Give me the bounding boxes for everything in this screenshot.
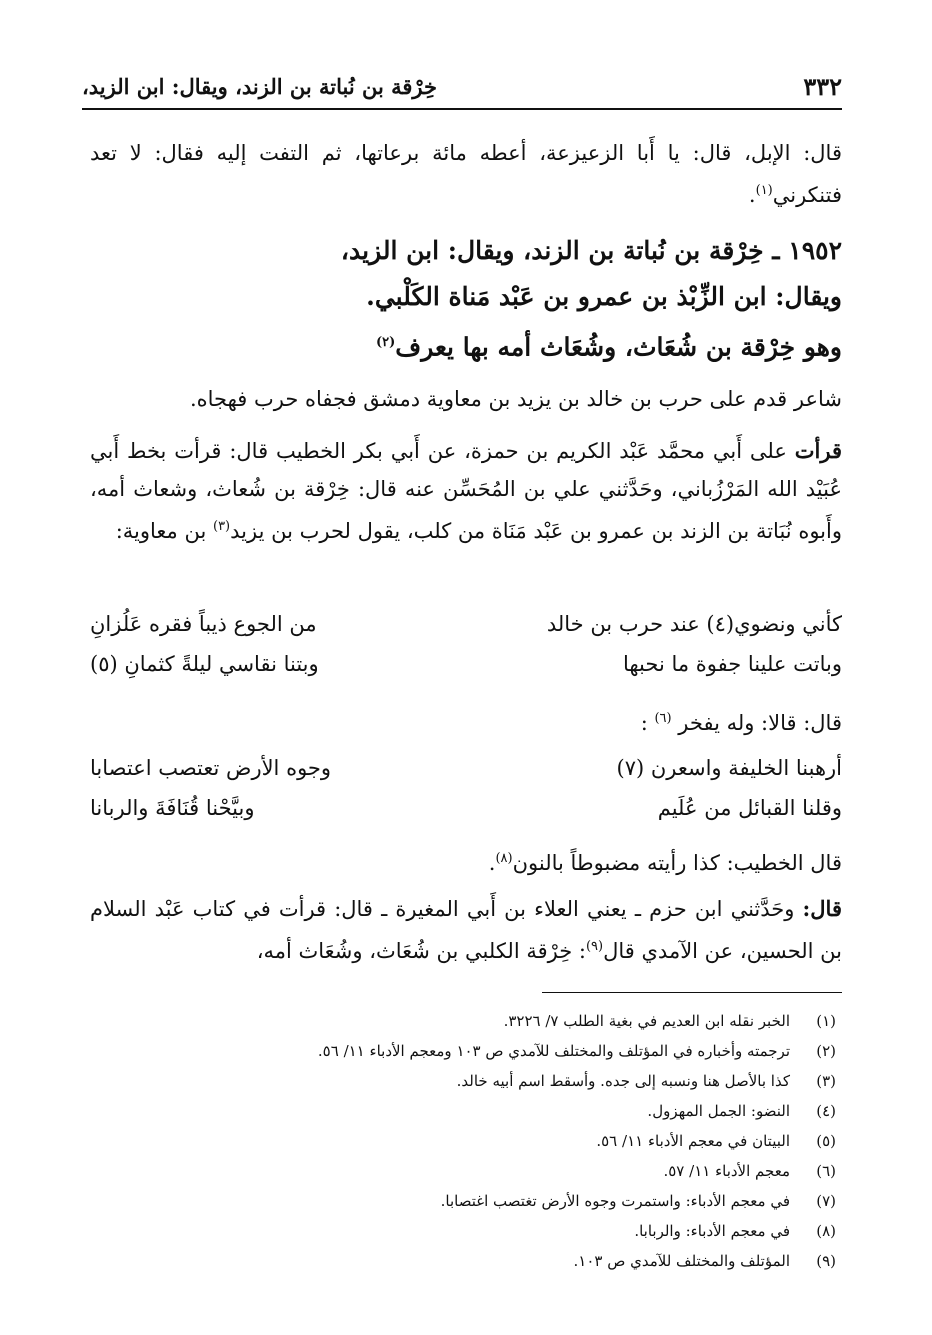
footnote-number: (٥) [816, 1132, 836, 1150]
footnote-divider [542, 992, 842, 993]
footnote-item [90, 1246, 836, 1276]
footnote-text: النضو: الجمل المهزول. [647, 1102, 790, 1120]
poem-1-verse [90, 644, 842, 684]
poem-2-verse [90, 788, 842, 828]
footnote-text: الخبر نقله ابن العديم في بغية الطلب ٧/ ٣٢٢٦. [503, 1012, 790, 1030]
footnotes [90, 1006, 836, 1276]
footnote-item [90, 1066, 836, 1096]
paragraph-4 [90, 700, 842, 742]
paragraph-6-text-b: : خِرْقة الكلبي بن شُعَاث، وشُعَاث أمه، [256, 939, 586, 963]
footnote-text: ترجمته وأخباره في المؤتلف والمختلف للآمدي ص ١٠٣ ومعجم الأدباء ١١/ ٥٦. [317, 1042, 790, 1060]
footnote-item [90, 1096, 836, 1126]
running-header [82, 68, 842, 104]
footnote-ref-2[interactable]: (٢) [375, 335, 396, 350]
poem-2-verse-1-first-hemistich: أرهبنا الخليفة واسعرن (٧) [616, 756, 842, 780]
footnote-item [90, 1006, 836, 1036]
footnote-ref-6[interactable]: (٦) [654, 711, 672, 726]
entry-heading-line-2: ويقال: ابن الزِّبْذ بن عمرو بن عَبْد مَناة الكَلْبي. [366, 282, 842, 311]
paragraph-6-lead: قال: [802, 896, 842, 921]
poem-1-verse [90, 604, 842, 644]
paragraph-3-text-b: بن معاوية: [115, 519, 207, 543]
footnote-number: (٨) [816, 1222, 836, 1240]
poem-2-verse-1-second-hemistich: وجوه الأرض تعتصب اعتصابا [90, 756, 332, 780]
poem-2 [90, 748, 842, 828]
footnote-ref-3[interactable]: (٣) [212, 519, 231, 534]
footnote-number: (١) [816, 1012, 836, 1030]
footnote-number: (٦) [816, 1162, 836, 1180]
footnote-text: معجم الأدباء ١١/ ٥٧. [663, 1162, 790, 1180]
footnote-text: كذا بالأصل هنا ونسبه إلى جده. وأسقط اسم أبيه خالد. [456, 1072, 790, 1090]
page-number: ٣٣٢ [803, 71, 842, 101]
footnote-item [90, 1156, 836, 1186]
paragraph-4-end: : [640, 711, 648, 735]
poem-1-verse-2-second-hemistich: وبتنا نقاسي ليلةً كثمانِ (٥) [90, 652, 319, 676]
footnote-item [90, 1186, 836, 1216]
entry-heading-line-1: ١٩٥٢ ـ خِرْقة بن نُباتة بن الزند، ويقال: ابن الزيد، [340, 236, 842, 265]
paragraph-6-text-a: وحَدَّثني ابن حزم ـ يعني العلاء بن أَبي المغيرة ـ قال: قرأت في كتاب عَبْد السلام بن الحسين، عن الآمدي قال [90, 897, 842, 963]
paragraph-1-text: قال: الإبل، قال: يا أَبا الزعيزعة، أعطه مائة برعاتها، ثم التفت إليه فقال: لا تعد فتنكرني [90, 141, 842, 207]
footnote-number: (٣) [816, 1072, 836, 1090]
entry-heading-line-3 [160, 320, 842, 370]
paragraph-3-text-a: على أَبي محمَّد عَبْد الكريم بن حمزة، عن أَبي بكر الخطيب قال: قرأت بخط أَبي عُبَيْد الله المَرْزُباني، وحَدَّثني علي بن المُحَسِّن عنه قال: خِرْقة بن شُعاث، وشعاث أمه، وأَبوه نُبَاتة بن الزند بن عمرو بن عَبْد مَنَاة من كلب، يقول لحرب بن يزيد [90, 439, 842, 543]
footnote-ref-8[interactable]: (٨) [495, 851, 513, 866]
footnote-text: في معجم الأدباء: واستمرت وجوه الأرض تغتصب اغتصابا. [440, 1192, 790, 1210]
footnote-text: في معجم الأدباء: والربابا. [634, 1222, 790, 1240]
poem-2-verse-2-second-hemistich: وبيَّحْنا قُنَافَةَ والربانا [90, 796, 255, 820]
poem-1-verse-1-first-hemistich: كأني ونضوي(٤) عند حرب بن خالد [546, 612, 842, 636]
footnote-number: (٤) [816, 1102, 836, 1120]
entry-heading-line-3-text: وهو خِرْقة بن شُعَاث، وشُعَاث أمه بها يعرف [395, 332, 842, 362]
paragraph-5: قال الخطيب: كذا رأيته مضبوطاً بالنون$^{(٨)}$. [488, 851, 842, 875]
poem-2-verse [90, 748, 842, 788]
footnote-number: (٢) [816, 1042, 836, 1060]
footnote-number: (٧) [816, 1192, 836, 1210]
poem-2-verse-2-first-hemistich: وقلنا القبائل من عُلَيم [657, 796, 842, 820]
header-divider [82, 108, 842, 110]
paragraph-6 [90, 890, 842, 970]
footnote-ref-9[interactable]: (٩) [585, 939, 604, 954]
paragraph-4-text: قال: قالا: وله يفخر [678, 711, 842, 735]
paragraph-3 [90, 432, 842, 550]
paragraph-1: قال: الإبل، قال: يا أَبا الزعيزعة، أعطه مائة برعاتها، ثم التفت إليه فقال: لا تعد فتنكرني$^{(١)}$. [90, 141, 842, 207]
footnote-item [90, 1036, 836, 1066]
paragraph-5-text: قال الخطيب: كذا رأيته مضبوطاً بالنون [512, 851, 842, 875]
running-header-title: خِرْقة بن نُباتة بن الزند، ويقال: ابن الزيد، [82, 73, 438, 99]
paragraph-3-lead: قرأت [794, 438, 842, 463]
footnote-number: (٩) [816, 1252, 836, 1270]
poem-1-verse-1-second-hemistich: من الجوع ذيباً فقره عَلُزانِ [90, 612, 317, 636]
entry-heading [160, 228, 842, 370]
poem-1 [90, 604, 842, 684]
poem-1-verse-2-first-hemistich: وباتت علينا جفوة ما نحبها [622, 652, 842, 676]
footnote-text: البيتان في معجم الأدباء ١١/ ٥٦. [596, 1132, 790, 1150]
footnote-item [90, 1126, 836, 1156]
footnote-text: المؤتلف والمختلف للآمدي ص ١٠٣. [573, 1252, 790, 1270]
footnote-item [90, 1216, 836, 1246]
paragraph-2: شاعر قدم على حرب بن خالد بن يزيد بن معاوية دمشق فجفاه حرب فهجاه. [189, 387, 842, 411]
footnote-ref-1[interactable]: (١) [755, 183, 773, 198]
